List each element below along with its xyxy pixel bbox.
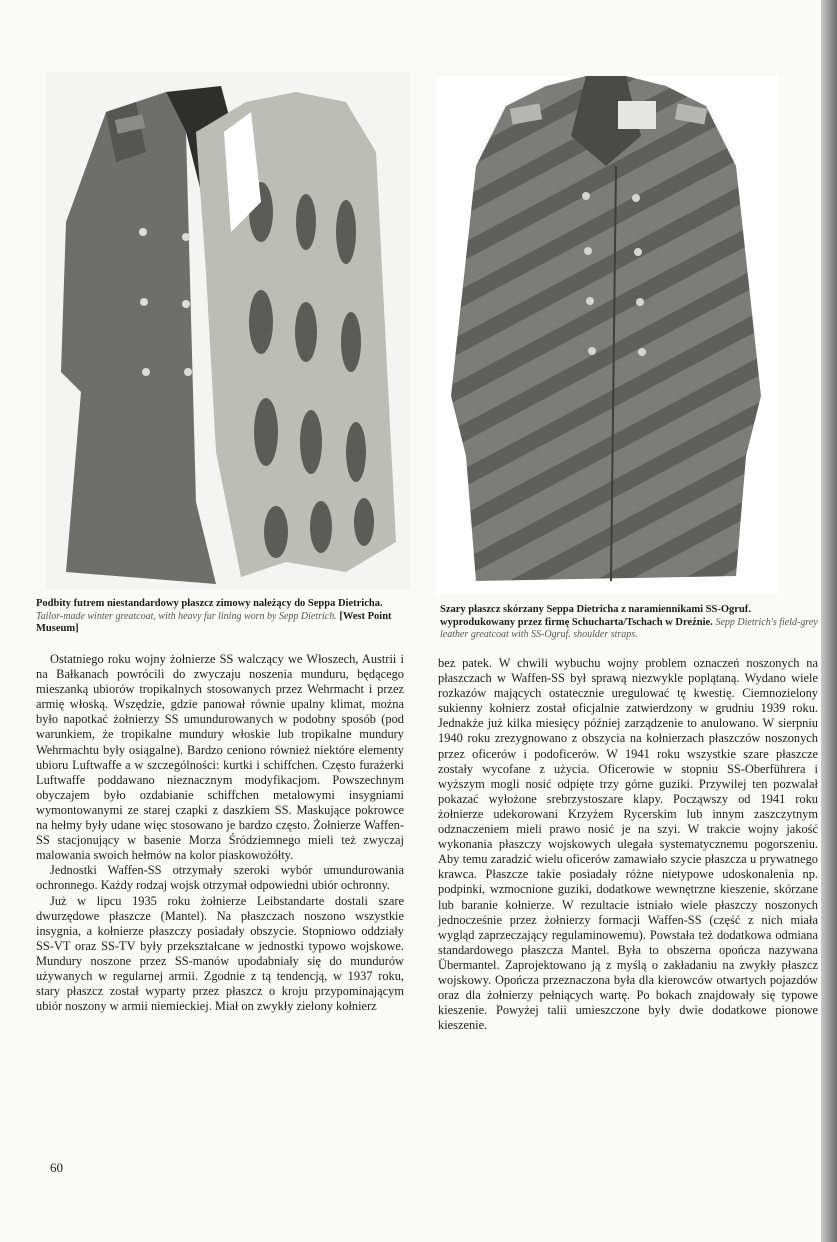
photo-fur-lined-greatcoat [46,72,410,590]
caption-right [440,604,820,642]
paragraph: Już w lipcu 1935 roku żołnierze Leibstandarte dostali szare dwurzędowe płaszcze (Mantel). Na płaszczach noszono wszystkie insygnia, a kołnierze płaszczy posiadały obszycie. Stopniowo oddziały SS-VT oraz SS-TV były przekształcane w jednostki typowo wojskowe. Mundury noszone przez SS-manów upodabniały się do mundurów używanych w regularnej armii. Zgodnie z tą tendencją, w 1937 roku, stary płaszcz został wyparty przez płaszcz o kroju przypominającym ubiór noszony w armii niemieckiej. Miał on zwykły zielony kołnierz [36,893,404,1014]
photo-leather-greatcoat [436,76,778,594]
paragraph: Jednostki Waffen-SS otrzymały szeroki wybór umundurowania ochronnego. Każdy rodzaj wojsk otrzymał odpowiedni ubiór ochronny. [36,863,404,893]
paragraph: bez patek. W chwili wybuchu wojny problem oznaczeń noszonych na płaszczach w Waffen-SS był sprawą niezwykle poplątaną. Wydano wiele rozkazów mających ostatecznie uregulować tę kwestię. Ciemnozielony sukienny kołnierz został oficjalnie zatwierdzony w grudniu 1939 roku. Jednakże już kilka miesięcy później zarządzenie to anulowano. W sierpniu 1940 roku zrezygnowano z obszycia na kołnierzach płaszczów noszonych przez oficerów i podoficerów. W 1941 roku wszystkie szare płaszcze zostały wycofane z użycia. Oficerowie w stopniu SS-Oberführera i wyższym mogli nosić odpięte trzy górne guziki. Przywilej ten pozwalał pokazać wyłożone srebrzystoszare klapy. Począwszy od 1941 roku żołnierze udekorowani Krzyżem Rycerskim lub innym zaszczytnym odznaczeniem mieli prawo nosić je na szyi. W trakcie wojny jakość wykonania płaszczy wojskowych ulegała systematycznemu pogorszeniu. Aby temu zaradzić wielu oficerów zamawiało szycie płaszcza u prywatnego krawca. Płaszcze takie posiadały różne nietypowe udoskonalenia np. podpinki, wzmocnione guziki, dodatkowe wewnętrzne kieszenie, skórzane lub baranie kołnierze. W rezultacie istniało wiele płaszczy noszonych jednocześnie przez żołnierzy formacji Waffen-SS (część z nich miała wygląd zaprzeczający regulaminowemu). Powstała też dodatkowa odmiana standardowego płaszcza Mantel. Była to obszerna opończa nazywana Übermantel. Zaprojektowano ją z myślą o zakładaniu na zwykły płaszcz wojskowy. Opończa przeznaczona była dla kierowców otwartych pojazdów oraz dla żołnierzy pełniących wartę. Po bokach znajdowały się typowe kieszenie. Powyżej talii umieszczone były dwie dodatkowe pionowe kieszenie. [438,656,818,1033]
caption-right-polish: Szary płaszcz skórzany Seppa Dietricha z naramiennikami SS-Ogruf. wyprodukowany przez firmę Schucharta/Tschach w Dreźnie. [440,604,751,628]
paragraph: Ostatniego roku wojny żołnierze SS walczący we Włoszech, Austrii i na Bałkanach powrócili do zwyczaju noszenia munduru, będącego mieszanką ubiorów tropikalnych stosowanych przez Wehrmacht i przez armię włoską. Wszędzie, gdzie panował równie upalny klimat, można było napotkać żołnierzy SS umundurowanych w podobny sposób (pod warunkiem, że tropikalne mundury włoskie lub tropikalne mundury Wehrmachtu były osiągalne). Bardzo ceniono również niektóre elementy ubioru Luftwaffe a w szczególności: kurtki i schiffchen. Często furażerki Luftwaffe poddawano nieznacznym modyfikacjom. Powszechnym obyczajem było ozdabianie schiffchen metalowymi insygniami wymontowanymi ze starej czapki z daszkiem SS. Maskujące pokrowce na hełmy były udane więc stosowano je bardzo często. Żołnierze Waffen-SS stacjonujący w basenie Morza Śródziemnego mieli też zwyczaj malowania swoich hełmów na kolor piaskowożółty. [36,652,404,863]
caption-left-polish: Podbity futrem niestandardowy płaszcz zimowy należący do Seppa Dietricha. [36,598,383,609]
caption-left-source: [West Point Museum] [36,610,392,634]
page-gutter-edge [821,0,837,1242]
caption-left-english: Tailor-made winter greatcoat, with heavy fur lining worn by Sepp Dietrich. [36,610,337,622]
text-column-right [438,656,818,1033]
page-number: 60 [50,1160,63,1175]
caption-left [36,598,404,636]
text-column-left [36,652,404,1014]
caption-right-english: Sepp Dietrich's field-grey leather greatcoat with SS-Ogruf. shoulder straps. [440,616,818,640]
